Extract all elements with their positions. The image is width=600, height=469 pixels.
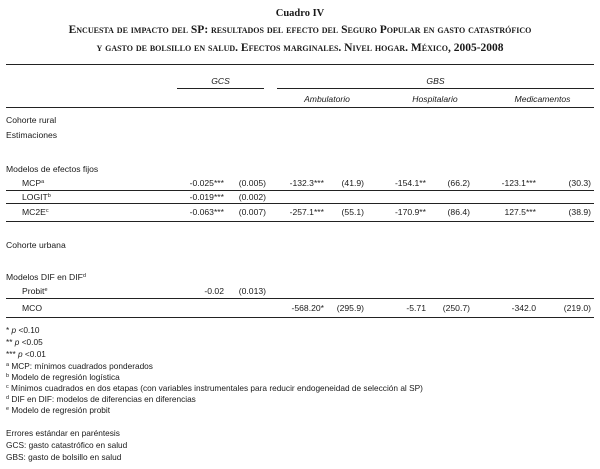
footnote-e-sup: e: [6, 406, 10, 412]
sig-05-stars: **: [6, 337, 15, 347]
section-cohorte-rural: Cohorte rural: [6, 115, 57, 125]
footnote-b: [6, 372, 120, 382]
header-gcs: GCS: [211, 76, 230, 86]
sig-01-value: <0.01: [22, 349, 46, 359]
footnote-c-text: Mínimos cuadrados en dos etapas (con variables instrumentales para reducir endogeneidad de selección al SP): [8, 383, 423, 393]
footnote-gcs: GCS: gasto catastrófico en salud: [6, 440, 128, 450]
footnote-c: [6, 383, 423, 393]
mco-med: -342.0: [511, 303, 536, 313]
probit-gcs: -0.02: [204, 286, 224, 296]
table-title-line-1: Encuesta de impacto del SP: resultados del efecto del Seguro Popular en gasto catastrófico: [68, 24, 532, 36]
mco-hosp-se: (250.7): [442, 303, 470, 313]
probit-gcs-se: (0.013): [238, 286, 266, 296]
row-label-mc2e: [22, 207, 49, 218]
footnote-a-sup: a: [6, 362, 10, 368]
mc2e-gcs-se: (0.007): [238, 207, 266, 217]
gbs-header-rule: [277, 88, 594, 89]
section-dif-en-dif-text: Modelos DIF en DIF: [6, 272, 83, 282]
mc2e-gcs: -0.063***: [189, 207, 224, 217]
mc2e-sup: c: [45, 208, 49, 214]
rule-after-logit: [6, 203, 594, 204]
logit-gcs-se: (0.002): [238, 192, 266, 202]
mc2e-hosp-se: (86.4): [447, 207, 470, 217]
footnote-e: [6, 405, 110, 415]
row-label-logit: [22, 192, 51, 203]
row-label-mcp: [22, 178, 44, 189]
footnote-errores: Errores estándar en paréntesis: [6, 428, 120, 438]
section-cohorte-urbana: Cohorte urbana: [6, 240, 66, 250]
logit-label: LOGIT: [22, 192, 48, 202]
footnote-sig-01: [6, 349, 46, 359]
mc2e-amb-se: (55.1): [341, 207, 364, 217]
table-title-line-2: y gasto de bolsillo en salud. Efectos marginales. Nivel hogar. México, 2005-2008: [96, 42, 504, 54]
mc2e-label: MC2E: [22, 207, 46, 217]
footnote-e-text: Modelo de regresión probit: [9, 405, 111, 415]
row-label-mco: MCO: [22, 303, 43, 313]
mco-med-se: (219.0): [563, 303, 591, 313]
footnote-d-text: DIF en DIF: modelos de diferencias en diferencias: [9, 394, 196, 404]
footnote-b-sup: b: [6, 373, 10, 379]
sig-01-p: p: [18, 349, 23, 359]
rule-after-probit: [6, 298, 594, 299]
sig-05-value: <0.05: [19, 337, 43, 347]
mc2e-med-se: (38.9): [568, 207, 591, 217]
top-rule: [6, 64, 594, 65]
section-dif-en-dif: [6, 272, 86, 283]
mcp-med-se: (30.3): [568, 178, 591, 188]
logit-gcs: -0.019***: [189, 192, 224, 202]
gcs-header-rule: [177, 88, 264, 89]
header-medicamentos: Medicamentos: [514, 94, 571, 104]
mco-hosp: -5.71: [406, 303, 426, 313]
mc2e-amb: -257.1***: [289, 207, 324, 217]
mcp-med: -123.1***: [501, 178, 536, 188]
footnote-d: [6, 394, 196, 404]
mcp-amb: -132.3***: [289, 178, 324, 188]
section-estimaciones: Estimaciones: [6, 130, 58, 140]
sig-10-stars: *: [6, 325, 12, 335]
mco-amb-se: (295.9): [336, 303, 364, 313]
row-label-probit: [22, 286, 48, 297]
mcp-gcs: -0.025***: [189, 178, 224, 188]
sig-10-value: <0.10: [16, 325, 40, 335]
footnote-gbs: GBS: gasto de bolsillo en salud: [6, 452, 122, 462]
sig-01-stars: ***: [6, 349, 18, 359]
header-gbs: GBS: [426, 76, 445, 86]
sig-10-p: p: [11, 325, 17, 335]
header-ambulatorio: Ambulatorio: [304, 94, 350, 104]
footnote-a-text: MCP: mínimos cuadrados ponderados: [9, 361, 153, 371]
mc2e-hosp: -170.9**: [394, 207, 426, 217]
mcp-gcs-se: (0.005): [238, 178, 266, 188]
sig-05-p: p: [14, 337, 20, 347]
footnote-sig-10: [6, 325, 39, 335]
section-efectos-fijos: Modelos de efectos fijos: [6, 164, 99, 174]
mcp-sup: a: [41, 179, 45, 185]
probit-label: Probit: [22, 286, 45, 296]
footnote-sig-05: [6, 337, 43, 347]
mcp-amb-se: (41.9): [341, 178, 364, 188]
probit-sup: e: [44, 287, 48, 293]
mc2e-med: 127.5***: [504, 207, 536, 217]
rule-after-mcp: [6, 190, 594, 191]
header-hospitalario: Hospitalario: [412, 94, 458, 104]
footnote-c-sup: c: [6, 384, 9, 390]
header-bottom-rule: [6, 107, 594, 108]
mcp-label: MCP: [22, 178, 42, 188]
rule-after-mc2e: [6, 221, 594, 222]
mco-amb: -568.20*: [291, 303, 324, 313]
footnote-b-text: Modelo de regresión logística: [9, 372, 120, 382]
mcp-hosp: -154.1**: [394, 178, 426, 188]
bottom-rule: [6, 317, 594, 318]
footnote-d-sup: d: [6, 395, 10, 401]
table-number: Cuadro IV: [275, 8, 325, 19]
footnote-a: [6, 361, 153, 371]
mcp-hosp-se: (66.2): [447, 178, 470, 188]
logit-sup: b: [47, 193, 51, 199]
sup-d: d: [82, 273, 86, 279]
